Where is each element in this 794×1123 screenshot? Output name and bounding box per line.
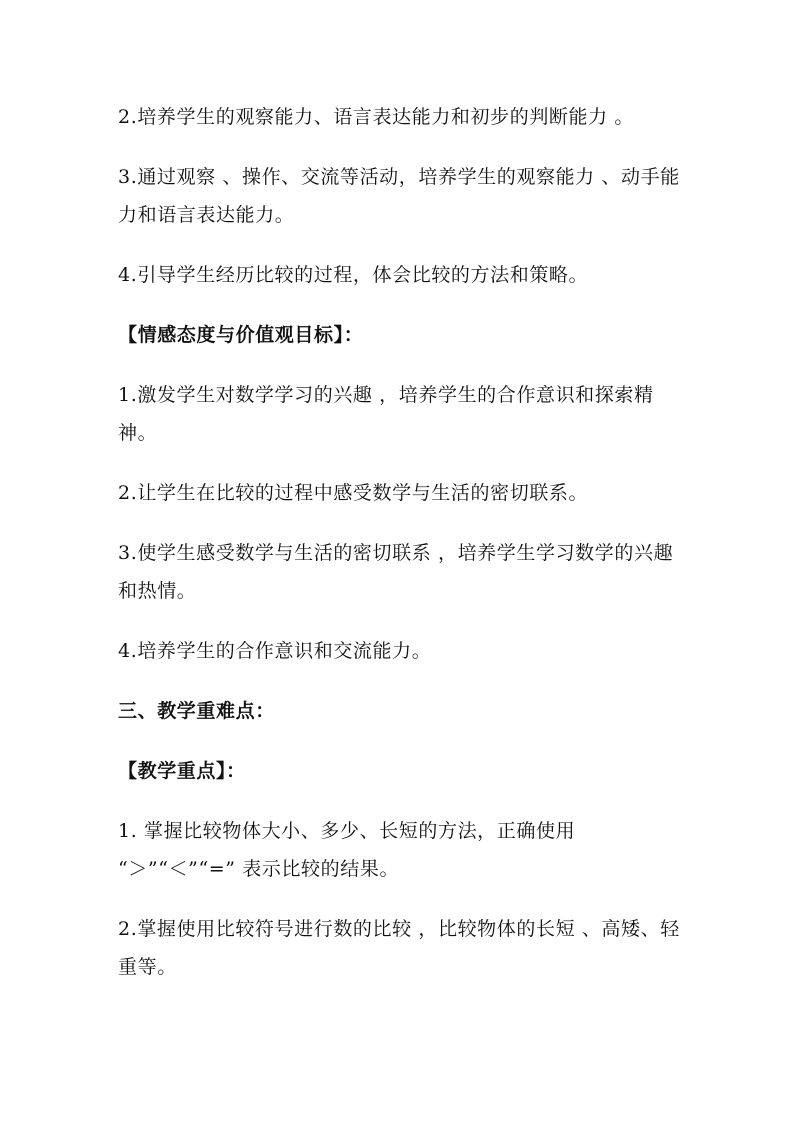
paragraph-cooperation: 4.培养学生的合作意识和交流能力。 [118, 640, 432, 662]
paragraph-enthusiasm: 3.使学生感受数学与生活的密切联系 ，培养学生学习数学的兴趣和热情。 [118, 542, 674, 602]
paragraph-observation-skills: 2.培养学生的观察能力、语言表达能力和初步的判断能力 。 [118, 106, 634, 128]
subheading-teaching-focus: 【教学重点】： [118, 760, 246, 782]
paragraph-math-life-link: 2.让学生在比较的过程中感受数学与生活的密切联系。 [118, 482, 589, 504]
paragraph-comparison-symbols: 1. 掌握比较物体大小、多少、长短的方法，正确使用 “＞”“＜”“=” 表示比较的结果。 [118, 820, 576, 880]
paragraph-interest: 1.激发学生对数学学习的兴趣 ，培养学生的合作意识和探索精神。 [118, 384, 654, 444]
document-body [118, 98, 690, 1008]
paragraph-comparison-process: 4.引导学生经历比较的过程，体会比较的方法和策略。 [118, 264, 589, 286]
paragraph-number-comparison: 2.掌握使用比较符号进行数的比较 ，比较物体的长短 、高矮、轻重等。 [118, 918, 680, 978]
section-heading-emotion-goals: 【情感态度与价值观目标】： [118, 324, 364, 346]
paragraph-activity-skills: 3.通过观察 、操作、交流等活动，培养学生的观察能力 、动手能力和语言表达能力。 [118, 166, 680, 226]
section-heading-key-points: 三、教学重难点： [118, 700, 275, 722]
